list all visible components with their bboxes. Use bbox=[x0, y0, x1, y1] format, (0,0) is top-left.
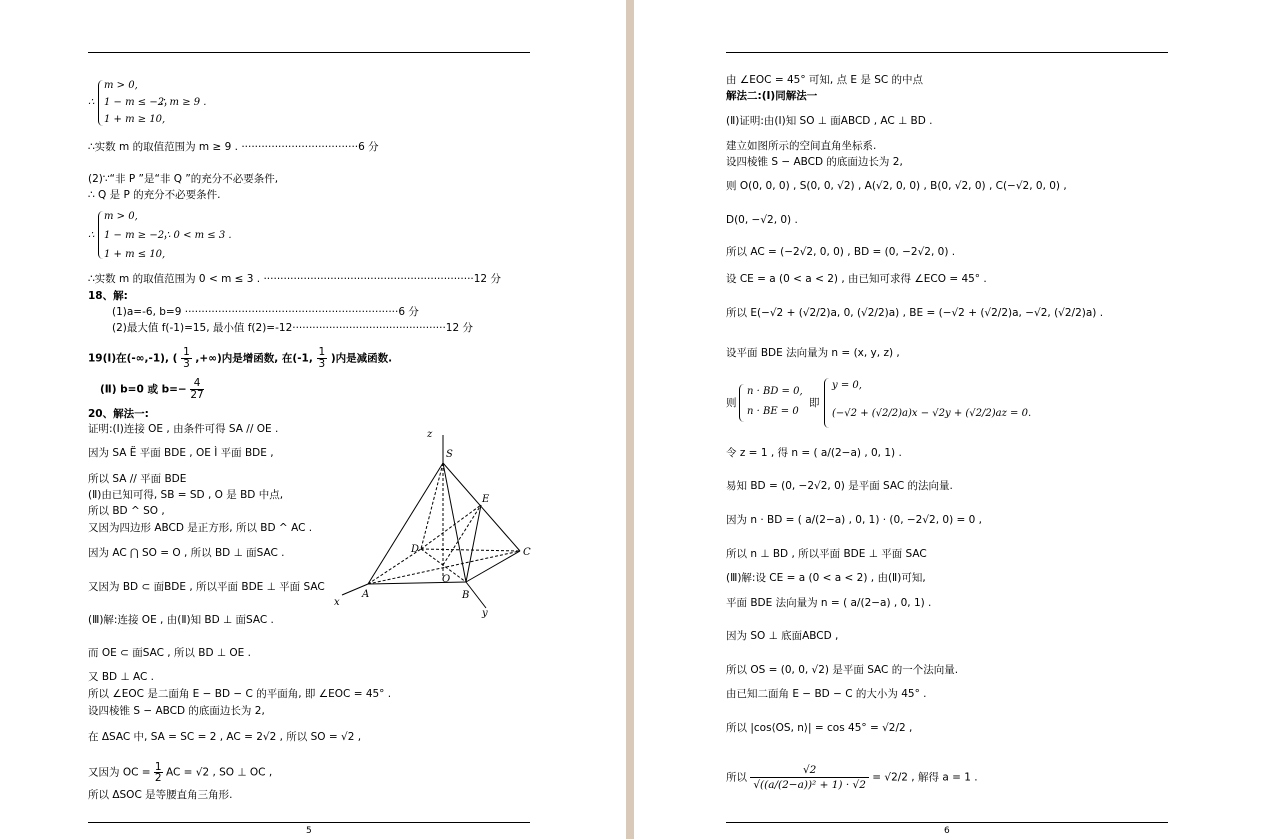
q20-line: (Ⅲ)解:连接 OE , 由(Ⅱ)知 BD ⊥ 面SAC . bbox=[88, 614, 274, 626]
label-z: z bbox=[427, 429, 433, 440]
system-row: y = 0, bbox=[832, 380, 862, 391]
r-line: 则 O(0, 0, 0) , S(0, 0, √2) , A(√2, 0, 0) , B(0, √2, 0) , C(−√2, 0, 0) , bbox=[726, 180, 1067, 192]
text: ,+∞)内是增函数, 在(-1, bbox=[195, 352, 313, 365]
header-rule bbox=[88, 52, 530, 53]
q19-part2 bbox=[100, 378, 204, 401]
therefore-sign: ∴ bbox=[88, 230, 95, 241]
text: 所以 bbox=[726, 771, 747, 784]
system-result: ∴ 0 < m ≤ 3 . bbox=[164, 230, 232, 241]
q20-line: 所以 BD ^ SO , bbox=[88, 505, 165, 517]
fraction-num: 1 bbox=[183, 346, 190, 358]
system-row: n · BD = 0, bbox=[747, 386, 803, 397]
r-line: 所以 |cos⟨OS, n⟩| = cos 45° = √2/2 , bbox=[726, 722, 913, 734]
r-line: 平面 BDE 法向量为 n = ( a/(2−a) , 0, 1) . bbox=[726, 597, 932, 609]
fraction bbox=[750, 763, 869, 792]
r-line: 建立如图所示的空间直角坐标系. bbox=[726, 140, 877, 152]
edge-BC bbox=[466, 551, 520, 582]
r-line: 令 z = 1 , 得 n = ( a/(2−a) , 0, 1) . bbox=[726, 447, 902, 459]
system-row: 1 + m ≤ 10, bbox=[104, 249, 166, 260]
system-row: m > 0, bbox=[104, 80, 138, 91]
q20-line: 因为 SA Ë 平面 BDE , OE Ì 平面 BDE , bbox=[88, 447, 274, 459]
case1-system bbox=[88, 80, 228, 128]
q20-line: 所以 ΔSOC 是等腰直角三角形. bbox=[88, 789, 233, 801]
r-line: 因为 SO ⊥ 底面ABCD , bbox=[726, 630, 839, 642]
q20-line: 在 ΔSAC 中, SA = SC = 2 , AC = 2√2 , 所以 SO = √2 , bbox=[88, 731, 362, 743]
label-y: y bbox=[482, 608, 488, 619]
r-line: 设 CE = a (0 < a < 2) , 由已知可求得 ∠ECO = 45° . bbox=[726, 273, 987, 285]
q18-title: 18、解: bbox=[88, 290, 128, 302]
header-rule bbox=[726, 52, 1168, 53]
edge-SA bbox=[368, 463, 443, 584]
r-line: 所以 E(−√2 + (√2/2)a, 0, (√2/2)a) , BE = (−√2 + (√2/2)a, −√2, (√2/2)a) . bbox=[726, 307, 1104, 319]
label-x: x bbox=[334, 597, 340, 608]
r-line: D(0, −√2, 0) . bbox=[726, 214, 798, 226]
q18-part1: (1)a=-6, b=9 ································································6 分 bbox=[112, 306, 419, 318]
q20-line: 又 BD ⊥ AC . bbox=[88, 671, 154, 683]
r-line: (Ⅲ)解:设 CE = a (0 < a < 2) , 由(Ⅱ)可知, bbox=[726, 572, 926, 584]
label-E: E bbox=[482, 494, 490, 505]
system-row: 1 + m ≥ 10, bbox=[104, 114, 166, 125]
page-number: 6 bbox=[944, 826, 950, 836]
footer-rule bbox=[88, 822, 530, 823]
fraction bbox=[190, 378, 203, 401]
system-row: (−√2 + (√2/2)a)x − √2y + (√2/2)az = 0. bbox=[832, 408, 1032, 419]
fraction-num: √2 bbox=[750, 763, 869, 778]
r-line: 易知 BD = (0, −2√2, 0) 是平面 SAC 的法向量. bbox=[726, 480, 953, 492]
text: 又因为 OC = bbox=[88, 766, 151, 779]
r-line: 所以 n ⊥ BD , 所以平面 BDE ⊥ 平面 SAC bbox=[726, 548, 927, 560]
r-line: 由 ∠EOC = 45° 可知, 点 E 是 SC 的中点 bbox=[726, 74, 924, 86]
r-line: 所以 OS = (0, 0, √2) 是平面 SAC 的一个法向量. bbox=[726, 664, 959, 676]
edge-SC bbox=[443, 463, 520, 551]
q20-line: (Ⅱ)由已知可得, SB = SD , O 是 BD 中点, bbox=[88, 489, 284, 501]
r23-line bbox=[726, 763, 978, 792]
fraction bbox=[181, 347, 192, 370]
case2-system bbox=[88, 211, 248, 259]
r-line: 解法二:(Ⅰ)同解法一 bbox=[726, 90, 818, 102]
system-result: ∴ m ≥ 9 . bbox=[160, 97, 207, 108]
q20-line: 证明:(Ⅰ)连接 OE , 由条件可得 SA // OE . bbox=[88, 423, 279, 435]
q2-line-a: (2)∵“非 P ”是“非 Q ”的充分不必要条件, bbox=[88, 173, 279, 185]
system-row: m > 0, bbox=[104, 211, 138, 222]
fraction-num: 4 bbox=[190, 378, 203, 390]
r-line: 设平面 BDE 法向量为 n = (x, y, z) , bbox=[726, 347, 900, 359]
q20-line: 又因为 BD ⊂ 面BDE , 所以平面 BDE ⊥ 平面 SAC bbox=[88, 581, 325, 593]
range-line-1: ∴实数 m 的取值范围为 m ≥ 9 . ···································6 分 bbox=[88, 141, 379, 153]
normal-system-2 bbox=[824, 378, 1054, 430]
q20-line: 所以 ∠EOC 是二面角 E − BD − C 的平面角, 即 ∠EOC = 45° . bbox=[88, 688, 392, 700]
edge-SD bbox=[421, 463, 443, 549]
q19-part1 bbox=[88, 347, 392, 370]
normal-system bbox=[739, 384, 819, 424]
pyramid-figure bbox=[330, 425, 535, 620]
system-row: 1 − m ≤ −2, bbox=[104, 97, 168, 108]
fraction bbox=[317, 347, 328, 370]
fraction-num: 1 bbox=[318, 346, 326, 358]
text: (Ⅱ) b=0 或 b=− bbox=[100, 383, 187, 396]
q20-line: 又因为四边形 ABCD 是正方形, 所以 BD ^ AC . bbox=[88, 522, 313, 534]
book-spine bbox=[626, 0, 634, 839]
fraction-num: 1 bbox=[154, 761, 162, 773]
q18-part2: (2)最大值 f(-1)=15, 最小值 f(2)=-12··············································12 分 bbox=[112, 322, 473, 334]
r-line: 由已知二面角 E − BD − C 的大小为 45° . bbox=[726, 688, 927, 700]
q20-title: 20、解法一: bbox=[88, 408, 149, 420]
label-D: D bbox=[411, 544, 420, 555]
q20-line: 而 OE ⊂ 面SAC , 所以 BD ⊥ OE . bbox=[88, 647, 251, 659]
label-A: A bbox=[362, 589, 370, 600]
r-line: 所以 AC = (−2√2, 0, 0) , BD = (0, −2√2, 0) . bbox=[726, 246, 956, 258]
page-6 bbox=[634, 0, 1261, 839]
text: )内是减函数. bbox=[330, 352, 393, 365]
edge-AB bbox=[368, 582, 466, 584]
q2-line-b: ∴ Q 是 P 的充分不必要条件. bbox=[88, 189, 221, 201]
text: 19(Ⅰ)在(-∞,-1), ( bbox=[88, 352, 178, 365]
fraction bbox=[154, 762, 163, 783]
label-B: B bbox=[462, 590, 470, 601]
label-O: O bbox=[442, 574, 451, 585]
q20-line: 设四棱锥 S − ABCD 的底面边长为 2, bbox=[88, 705, 265, 717]
label-C: C bbox=[523, 547, 531, 558]
edge-SB bbox=[443, 463, 466, 582]
r-line: 设四棱锥 S − ABCD 的底面边长为 2, bbox=[726, 156, 903, 168]
r-line: (Ⅱ)证明:由(Ⅰ)知 SO ⊥ 面ABCD , AC ⊥ BD . bbox=[726, 115, 933, 127]
therefore-sign: ∴ bbox=[88, 97, 95, 108]
fraction-den: 3 bbox=[318, 358, 326, 370]
r-line: 因为 n · BD = ( a/(2−a) , 0, 1) · (0, −2√2, 0) = 0 , bbox=[726, 514, 983, 526]
r12-mid: 即 bbox=[809, 397, 820, 409]
edge-DC bbox=[421, 549, 520, 551]
q20-line: 因为 AC ⋂ SO = O , 所以 BD ⊥ 面SAC . bbox=[88, 547, 285, 559]
page-5 bbox=[0, 0, 626, 839]
edge-DE bbox=[421, 505, 481, 549]
r12-label: 则 bbox=[726, 397, 737, 409]
q20-line: 所以 SA // 平面 BDE bbox=[88, 473, 187, 485]
system-row: 1 − m ≥ −2, bbox=[104, 230, 168, 241]
footer-rule bbox=[726, 822, 1168, 823]
q20-line bbox=[88, 762, 272, 783]
range-line-2: ∴实数 m 的取值范围为 0 < m ≤ 3 . ·······························································12 分 bbox=[88, 273, 501, 285]
text: AC = √2 , SO ⊥ OC , bbox=[165, 766, 273, 779]
fraction-den: 3 bbox=[183, 358, 190, 370]
system-row: n · BE = 0 bbox=[747, 406, 799, 417]
fraction-den: √((a/(2−a))² + 1) · √2 bbox=[753, 779, 866, 791]
fraction-den: 2 bbox=[154, 772, 162, 784]
fraction-den: 27 bbox=[190, 389, 204, 401]
text: = √2/2 , 解得 a = 1 . bbox=[872, 771, 978, 784]
label-S: S bbox=[446, 449, 453, 460]
page-number: 5 bbox=[306, 826, 312, 836]
